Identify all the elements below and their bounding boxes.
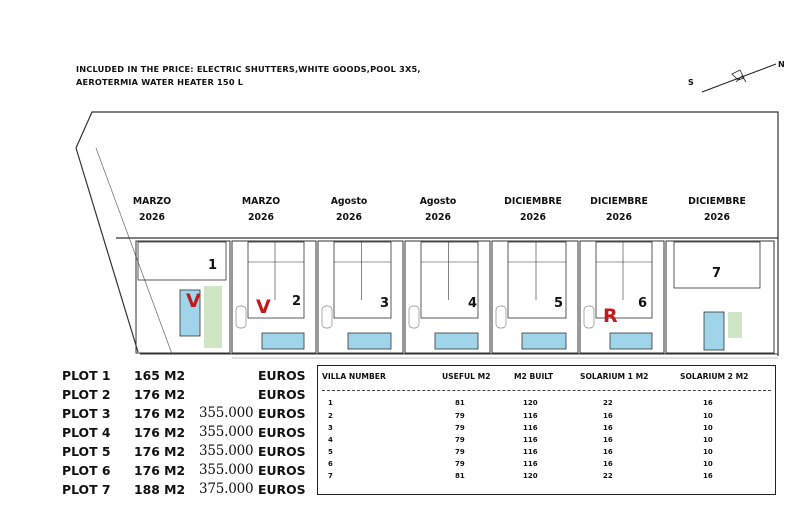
table-header-useful-m2: USEFUL M2 — [442, 372, 491, 381]
villa-3-number: 3 — [380, 296, 390, 311]
plot-row: PLOT 4 176 M2 355.000 EUROS — [62, 424, 306, 440]
table-row: 1 81 120 22 16 — [328, 399, 713, 407]
plot-row: PLOT 3 176 M2 355.000 EUROS — [62, 405, 306, 421]
table-header-divider — [322, 390, 771, 391]
villa-car — [584, 306, 594, 328]
villa-pool — [522, 333, 566, 349]
table-row: 2 79 116 16 10 — [328, 412, 713, 420]
plot-row: PLOT 7 188 M2 375.000 EUROS — [62, 481, 306, 497]
compass-north-label: N — [778, 60, 785, 69]
villa-7-date: DICIEMBRE 2026 — [688, 196, 746, 223]
villa-pool — [704, 312, 724, 350]
villa-6-date: DICIEMBRE 2026 — [590, 196, 648, 223]
plot-row: PLOT 2 176 M2 EUROS — [62, 387, 306, 402]
table-row: 5 79 116 16 10 — [328, 448, 713, 456]
villa-garden — [204, 286, 222, 348]
villa-5-number: 5 — [554, 296, 564, 311]
plot-row: PLOT 1 165 M2 EUROS — [62, 368, 306, 383]
villa-7-number: 7 — [712, 266, 722, 281]
table-row: 7 81 120 22 16 — [328, 472, 713, 480]
villa-pool — [610, 333, 652, 349]
villa-pool — [348, 333, 391, 349]
villa-house-outline — [674, 242, 760, 288]
villa-4-date: Agosto 2026 — [419, 196, 457, 223]
table-header-solarium-2: SOLARIUM 2 M2 — [680, 372, 749, 381]
villa-car — [236, 306, 246, 328]
table-header-solarium-1: SOLARIUM 1 M2 — [580, 372, 649, 381]
villa-car — [496, 306, 506, 328]
villa-car — [409, 306, 419, 328]
villa-car — [322, 306, 332, 328]
note-line-1: INCLUDED IN THE PRICE: ELECTRIC SHUTTERS,WHITE GOODS,POOL 3X5, — [76, 64, 421, 74]
table-header-m2-built: M2 BUILT — [514, 372, 554, 381]
note-line-2: AEROTERMIA WATER HEATER 150 L — [76, 77, 244, 87]
villa-2-status-mark: V — [256, 296, 271, 318]
villa-area-table — [317, 365, 776, 495]
table-row: 6 79 116 16 10 — [328, 460, 713, 468]
compass-south-label: S — [688, 78, 694, 87]
villa-pool — [435, 333, 478, 349]
table-row: 4 79 116 16 10 — [328, 436, 713, 444]
villa-pool — [262, 333, 304, 349]
villa-garden — [728, 312, 742, 338]
table-row: 3 79 116 16 10 — [328, 424, 713, 432]
villa-1-number: 1 — [208, 258, 218, 273]
plot-price-list — [62, 368, 322, 501]
villa-1-status-mark: V — [186, 290, 201, 312]
plot-row: PLOT 6 176 M2 355.000 EUROS — [62, 462, 306, 478]
villa-2-number: 2 — [292, 294, 302, 309]
villa-1-date: MARZO 2026 — [132, 196, 172, 223]
villa-6-number: 6 — [638, 296, 648, 311]
villa-5-date: DICIEMBRE 2026 — [504, 196, 562, 223]
table-header-villa-number: VILLA NUMBER — [322, 372, 386, 381]
villa-4-number: 4 — [468, 296, 478, 311]
plot-row: PLOT 5 176 M2 355.000 EUROS — [62, 443, 306, 459]
villa-3-date: Agosto 2026 — [330, 196, 368, 223]
villa-2-date: MARZO 2026 — [241, 196, 281, 223]
villa-6-status-mark: R — [603, 305, 618, 327]
